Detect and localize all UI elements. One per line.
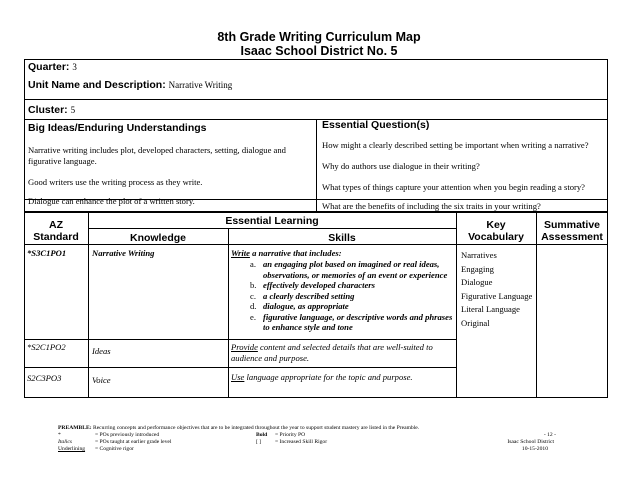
cluster-label: Cluster:	[28, 104, 68, 116]
vocabulary-item: Narratives	[461, 250, 497, 260]
skill-list-item	[250, 259, 455, 280]
vocabulary-list	[461, 250, 533, 328]
skill-verb: Provide	[231, 342, 258, 352]
big-idea-2: Good writers use the writing process as they write.	[28, 177, 203, 187]
list-marker: c.	[250, 290, 256, 301]
list-text: effectively developed characters	[263, 280, 375, 290]
legend-key: Italics	[58, 439, 72, 445]
unit-field	[28, 79, 232, 91]
skill-list-item	[250, 312, 455, 333]
knowledge-cell: Narrative Writing	[92, 248, 155, 258]
unit-value: Narrative Writing	[168, 80, 233, 90]
summative-assessment-header	[536, 219, 608, 243]
cluster-value: 5	[70, 105, 76, 115]
preamble	[58, 425, 419, 432]
quarter-field	[28, 61, 77, 73]
standard-cell: S2C3PO3	[27, 373, 62, 383]
vocabulary-item: Engaging	[461, 263, 494, 274]
list-text: a clearly described setting	[263, 290, 355, 301]
essential-question-4: What are the benefits of including the six traits in your writing?	[322, 201, 541, 211]
preamble-text: Recurring concepts and performance objectives that are to be integrated throughout the year to support student mastery are listed in the Preamble.	[91, 425, 420, 431]
az-standard-header	[24, 219, 88, 243]
divider	[24, 339, 456, 340]
divider	[228, 228, 229, 398]
divider	[88, 228, 456, 229]
preamble-label: PREAMBLE:	[58, 425, 92, 431]
skill-list	[250, 259, 455, 333]
divider	[24, 244, 608, 245]
skill-cell	[231, 372, 453, 383]
quarter-label: Quarter:	[28, 61, 70, 73]
standard-cell: *S2C1PO2	[27, 342, 66, 352]
summative-assessment-header-line: Assessment	[541, 231, 603, 243]
list-text: an engaging plot based on imagined or real ideas, observations, or memories of an event or experience	[263, 259, 448, 280]
az-standard-header-line: Standard	[33, 231, 79, 243]
essential-question-3: What types of things capture your attention when you begin reading a story?	[322, 182, 585, 192]
standard-cell: *S3C1PO1	[27, 248, 67, 258]
big-ideas-label: Big Ideas/Enduring Understandings	[28, 122, 207, 134]
divider	[24, 99, 608, 100]
essential-question-2: Why do authors use dialogue in their writing?	[322, 161, 480, 171]
big-idea-3: Dialogue can enhance the plot of a written story.	[28, 196, 195, 206]
vocabulary-item: Figurative Language	[461, 290, 533, 301]
vocabulary-item: Dialogue	[461, 277, 493, 287]
essential-learning-header: Essential Learning	[225, 215, 319, 227]
skill-text: content and selected details that are well-suited to audience and purpose.	[231, 342, 433, 363]
az-standard-header-line: AZ	[49, 219, 63, 231]
list-marker: d.	[250, 301, 257, 311]
footer-date: 10-15-2010	[521, 446, 548, 452]
list-text: figurative language, or descriptive words and phrases to enhance style and tone	[263, 311, 453, 332]
skill-list-item	[250, 291, 455, 302]
quarter-value: 3	[72, 62, 77, 72]
cluster-field	[28, 104, 75, 116]
knowledge-header: Knowledge	[129, 232, 186, 244]
essential-questions-label: Essential Question(s)	[322, 119, 430, 131]
skill-list-item	[250, 301, 455, 312]
knowledge-cell: Voice	[92, 375, 111, 385]
legend-desc: = Increased Skill Rigor	[275, 439, 328, 445]
list-marker: b.	[250, 280, 257, 290]
vocabulary-item: Literal Language	[461, 304, 520, 314]
essential-question-1: How might a clearly described setting be important when writing a narrative?	[322, 140, 589, 150]
list-marker: a.	[250, 259, 256, 269]
skills-header: Skills	[328, 232, 356, 244]
document-title: 8th Grade Writing Curriculum Map	[217, 30, 421, 44]
legend-key: *	[58, 432, 61, 438]
knowledge-cell: Ideas	[92, 346, 111, 356]
vocabulary-item: Original	[461, 317, 490, 328]
list-marker: e.	[250, 311, 256, 322]
legend-desc: = Priority PO	[275, 432, 306, 438]
footer-district: Isaac School District	[507, 439, 554, 445]
legend-key: [ ]	[256, 439, 262, 445]
skill-list-item	[250, 280, 455, 291]
legend-key: Underlining	[58, 446, 86, 452]
big-idea-1: Narrative writing includes plot, developed characters, setting, dialogue and figurative language.	[28, 145, 286, 166]
skill-text: language appropriate for the topic and purpose.	[244, 372, 413, 382]
key-vocabulary-header-line: Vocabulary	[468, 231, 524, 243]
divider	[24, 367, 456, 368]
skill-verb: Use	[231, 372, 245, 382]
page-number: - 12 -	[543, 432, 556, 438]
summative-assessment-header-line: Summative	[543, 219, 601, 231]
legend-desc: = Cognitive rigor	[95, 446, 134, 452]
key-vocabulary-header-line: Key	[486, 219, 506, 231]
skill-cell	[231, 342, 453, 363]
unit-label: Unit Name and Description:	[28, 79, 166, 91]
skill-lead-text: a narrative that includes:	[249, 248, 342, 258]
legend-desc: = POs taught at earlier grade level	[95, 439, 172, 445]
skill-verb: Write	[231, 248, 250, 258]
skill-lead	[231, 248, 453, 259]
divider	[316, 119, 317, 212]
legend-key: Bold	[256, 432, 268, 438]
list-text: dialogue, as appropriate	[263, 301, 349, 311]
legend-desc: = POs previously introduced	[95, 432, 160, 438]
key-vocabulary-header	[456, 219, 536, 243]
district-title: Isaac School District No. 5	[240, 44, 398, 58]
